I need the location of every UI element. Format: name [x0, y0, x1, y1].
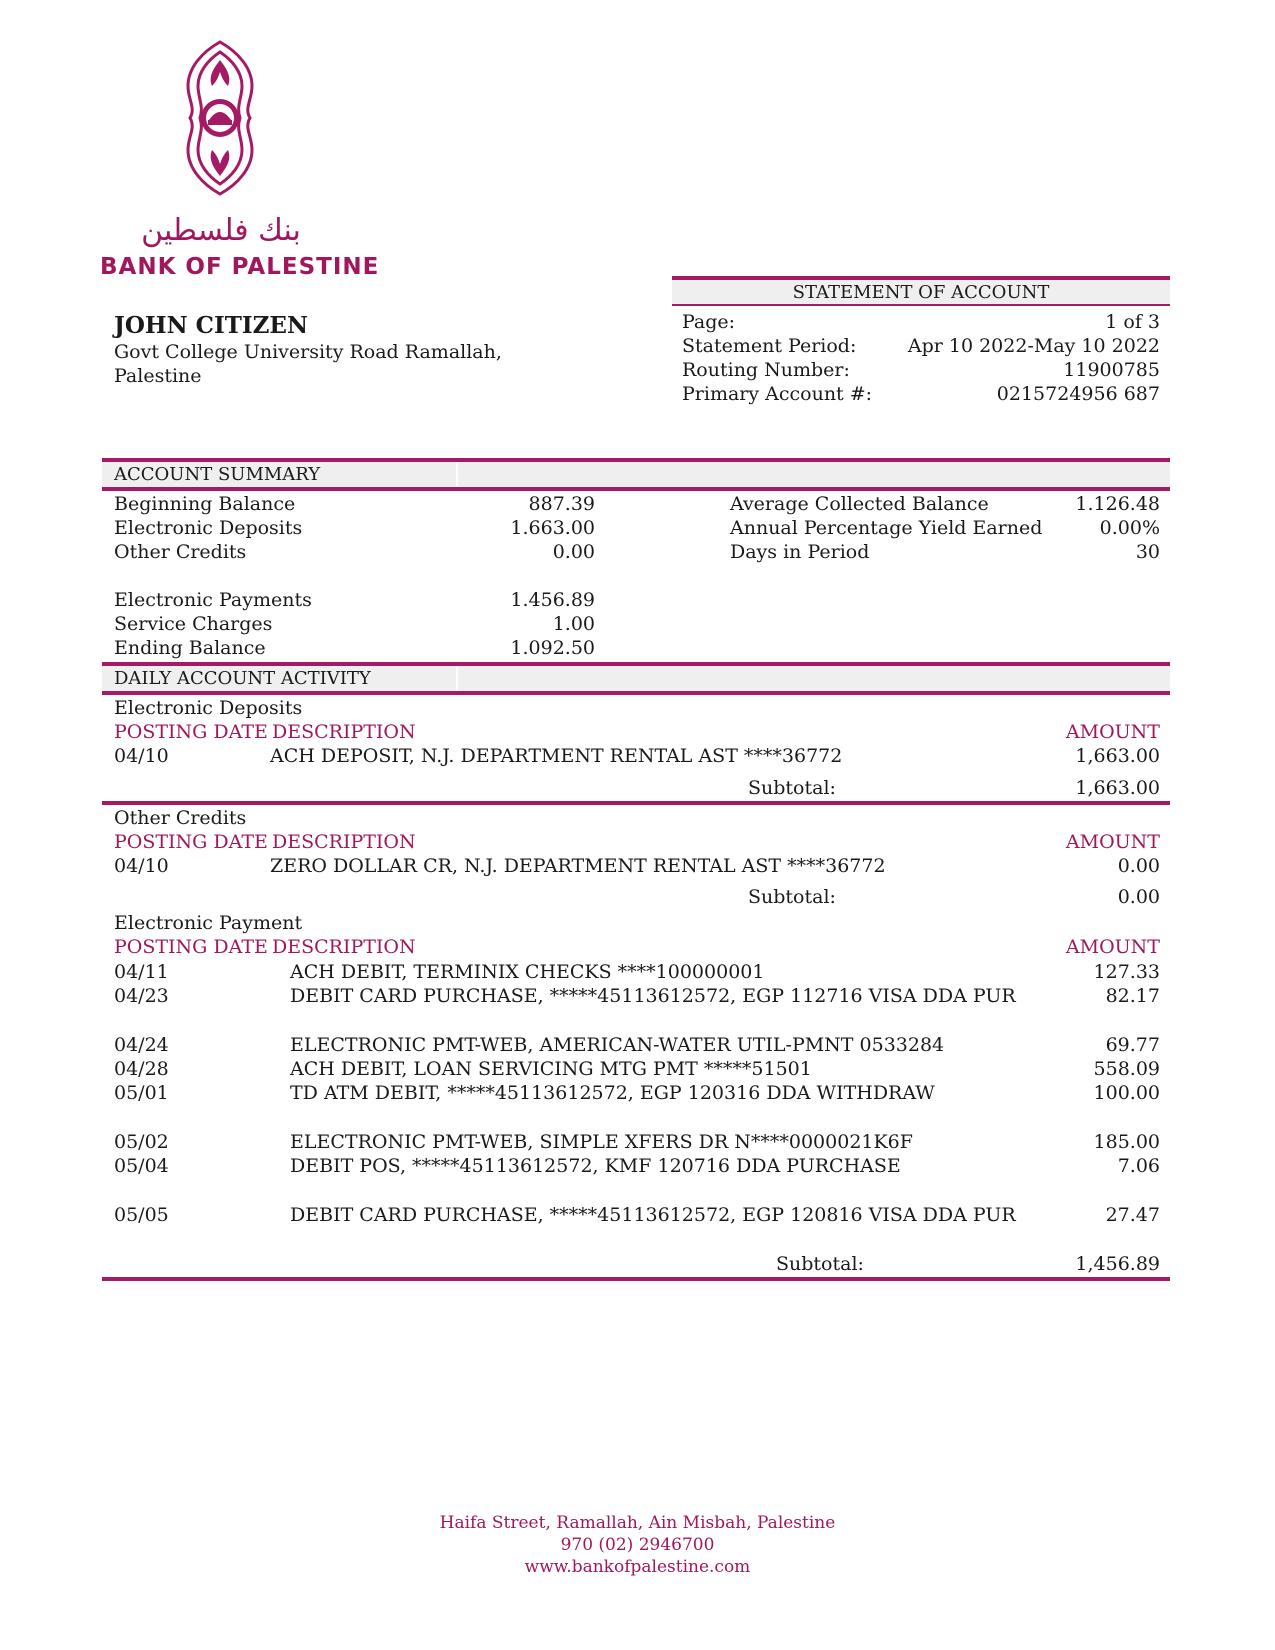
footer-phone: 970 (02) 2946700 [560, 1535, 715, 1555]
statement-page-value: 1 of 3 [1105, 311, 1160, 333]
footer-website[interactable]: www.bankofpalestine.com [524, 1557, 751, 1577]
row-date: 04/23 [114, 985, 169, 1007]
summary-header-rule [102, 487, 1170, 491]
footer-address: Haifa Street, Ramallah, Ain Misbah, Palestine [439, 1513, 836, 1533]
deposits-amount-header: AMOUNT [1065, 721, 1160, 743]
beginning-balance-label: Beginning Balance [114, 493, 296, 515]
statement-header-rule [672, 304, 1170, 306]
footer [0, 1512, 1275, 1578]
activity-header-rule [102, 691, 1170, 695]
row-amount: 100.00 [1093, 1082, 1160, 1104]
bank-name: BANK OF PALESTINE [100, 254, 380, 280]
row-description: ELECTRONIC PMT-WEB, SIMPLE XFERS DR N****0000021K6F [290, 1131, 913, 1153]
deposits-bottom-rule [102, 801, 1170, 805]
ending-balance-label: Ending Balance [114, 637, 266, 659]
row-description: TD ATM DEBIT, *****45113612572, EGP 120316 DDA WITHDRAW [290, 1082, 935, 1104]
bank-name-arabic: بنك فلسطين [141, 213, 301, 248]
credits-posting-date-header: POSTING DATE [114, 831, 268, 853]
credits-amount-header: AMOUNT [1065, 831, 1160, 853]
row-date: 04/28 [114, 1058, 169, 1080]
row-amount: 0.00 [1117, 855, 1160, 877]
row-date: 04/10 [114, 855, 169, 877]
service-charges-label: Service Charges [114, 613, 273, 635]
primary-account-value: 0215724956 687 [996, 383, 1160, 405]
other-credits-value: 0.00 [552, 541, 595, 563]
average-collected-balance-value: 1.126.48 [1075, 493, 1160, 515]
row-description: ACH DEPOSIT, N.J. DEPARTMENT RENTAL AST ****36772 [270, 745, 843, 767]
apy-earned-label: Annual Percentage Yield Earned [730, 517, 1043, 539]
credits-subtotal-label: Subtotal: [748, 886, 836, 908]
statement-title: STATEMENT OF ACCOUNT [792, 282, 1050, 303]
payments-subtotal-value: 1,456.89 [1075, 1253, 1160, 1275]
row-date: 05/04 [114, 1155, 169, 1177]
routing-number-value: 11900785 [1063, 359, 1160, 381]
days-in-period-value: 30 [1135, 541, 1160, 563]
row-description: ELECTRONIC PMT-WEB, AMERICAN-WATER UTIL-PMNT 0533284 [290, 1034, 945, 1056]
deposits-section-title: Electronic Deposits [114, 697, 303, 719]
account-summary-title: ACCOUNT SUMMARY [114, 464, 321, 485]
payments-amount-header: AMOUNT [1065, 936, 1160, 958]
apy-earned-value: 0.00% [1099, 517, 1160, 539]
deposits-posting-date-header: POSTING DATE [114, 721, 268, 743]
row-amount: 127.33 [1093, 961, 1160, 983]
days-in-period-label: Days in Period [730, 541, 870, 563]
row-description: ACH DEBIT, LOAN SERVICING MTG PMT *****51501 [290, 1058, 812, 1080]
average-collected-balance-label: Average Collected Balance [730, 493, 989, 515]
customer-name: JOHN CITIZEN [114, 312, 308, 339]
payments-bottom-rule [102, 1277, 1170, 1281]
row-description: DEBIT CARD PURCHASE, *****45113612572, EGP 112716 VISA DDA PUR [290, 985, 1016, 1007]
payments-posting-date-header: POSTING DATE [114, 936, 268, 958]
row-date: 04/11 [114, 961, 169, 983]
row-amount: 27.47 [1105, 1204, 1160, 1226]
electronic-payments-label: Electronic Payments [114, 589, 312, 611]
row-date: 05/02 [114, 1131, 169, 1153]
deposits-subtotal-value: 1,663.00 [1075, 777, 1160, 799]
ending-balance-value: 1.092.50 [510, 637, 595, 659]
statement-period-label: Statement Period: [682, 335, 857, 357]
electronic-payments-value: 1.456.89 [510, 589, 595, 611]
row-description: DEBIT POS, *****45113612572, KMF 120716 DDA PURCHASE [290, 1155, 901, 1177]
payments-description-header: DESCRIPTION [272, 936, 416, 958]
activity-header-divider [456, 666, 458, 691]
row-amount: 558.09 [1093, 1058, 1160, 1080]
row-amount: 82.17 [1105, 985, 1160, 1007]
credits-subtotal-value: 0.00 [1117, 886, 1160, 908]
statement-page-label: Page: [682, 311, 736, 333]
primary-account-label: Primary Account #: [682, 383, 873, 405]
daily-activity-title: DAILY ACCOUNT ACTIVITY [114, 668, 371, 689]
routing-number-label: Routing Number: [682, 359, 850, 381]
payments-subtotal-label: Subtotal: [776, 1253, 864, 1275]
other-credits-label: Other Credits [114, 541, 247, 563]
row-amount: 7.06 [1117, 1155, 1160, 1177]
statement-period-value: Apr 10 2022-May 10 2022 [907, 335, 1160, 357]
credits-description-header: DESCRIPTION [272, 831, 416, 853]
bank-logo-emblem-icon [178, 38, 262, 198]
electronic-deposits-value: 1.663.00 [510, 517, 595, 539]
row-description: DEBIT CARD PURCHASE, *****45113612572, EGP 120816 VISA DDA PUR [290, 1204, 1016, 1226]
row-date: 05/01 [114, 1082, 169, 1104]
row-amount: 185.00 [1093, 1131, 1160, 1153]
deposits-subtotal-label: Subtotal: [748, 777, 836, 799]
row-description: ACH DEBIT, TERMINIX CHECKS ****100000001 [290, 961, 765, 983]
beginning-balance-value: 887.39 [528, 493, 595, 515]
row-amount: 1,663.00 [1075, 745, 1160, 767]
row-date: 04/24 [114, 1034, 169, 1056]
payments-section-title: Electronic Payment [114, 912, 303, 934]
credits-section-title: Other Credits [114, 807, 247, 829]
row-description: ZERO DOLLAR CR, N.J. DEPARTMENT RENTAL AST ****36772 [270, 855, 886, 877]
electronic-deposits-label: Electronic Deposits [114, 517, 303, 539]
row-amount: 69.77 [1105, 1034, 1160, 1056]
summary-header-divider [456, 462, 458, 487]
row-date: 05/05 [114, 1204, 169, 1226]
deposits-description-header: DESCRIPTION [272, 721, 416, 743]
customer-address-line1: Govt College University Road Ramallah, [114, 341, 502, 363]
row-date: 04/10 [114, 745, 169, 767]
service-charges-value: 1.00 [552, 613, 595, 635]
customer-address-line2: Palestine [114, 365, 202, 387]
